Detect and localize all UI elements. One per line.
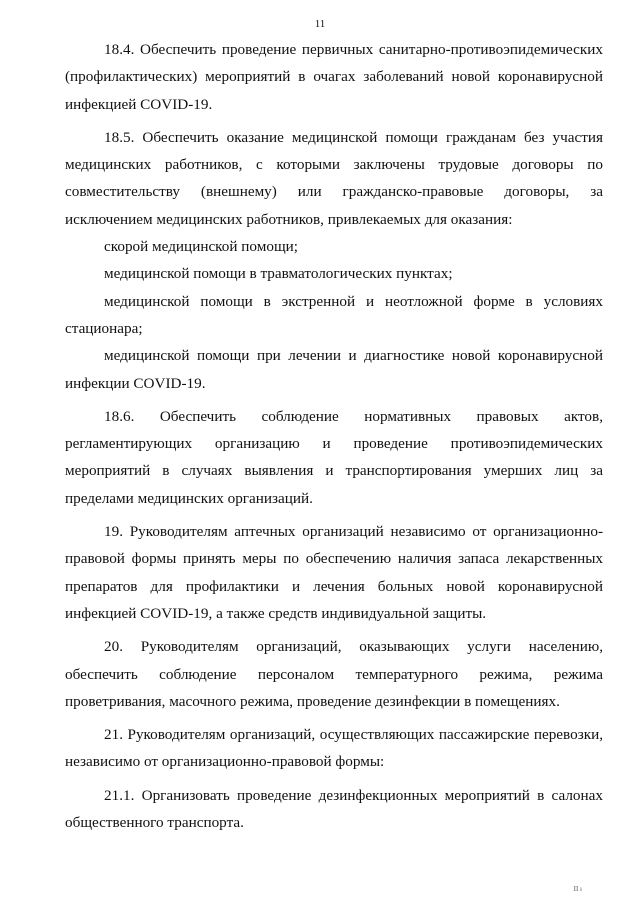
paragraph-21-1: 21.1. Организовать проведение дезинфекционных мероприятий в салонах общественного транспорта. [65, 786, 603, 832]
paragraph-18-6: 18.6. Обеспечить соблюдение нормативных правовых актов, регламентирующих организацию и проведение противоэпидемических мероприятий в случаях выявления и транспортирования умерших лиц за пределами медицинских организаций. [65, 407, 603, 507]
paragraph-18-5: 18.5. Обеспечить оказание медицинской помощи гражданам без участия медицинских работников, с которыми заключены трудовые договоры по совместительству (внешнему) или гражданско-правовые договоры, за исключением медицинских работников, привлекаемых для оказания: [65, 128, 603, 228]
paragraph-20: 20. Руководителям организаций, оказывающих услуги населению, обеспечить соблюдение персоналом температурного режима, режима проветривания, масочного режима, проведение дезинфекции в помещениях. [65, 638, 603, 710]
list-item-trauma: медицинской помощи в травматологических пунктах; [104, 265, 453, 283]
paragraph-19: 19. Руководителям аптечных организаций независимо от организационно-правовой формы принять меры по обеспечению наличия запаса лекарственных препаратов для профилактики и лечения больных новой коронавирусной инфекцией COVID-19, а также средств индивидуальной защиты. [65, 523, 603, 622]
list-item-emergency: медицинской помощи в экстренной и неотложной форме в условиях стационара; [65, 292, 603, 337]
list-item-covid-treatment: медицинской помощи при лечении и диагностике новой коронавирусной инфекции COVID-19. [65, 347, 603, 392]
list-item-ambulance: скорой медицинской помощи; [104, 238, 298, 256]
page-number: 11 [314, 18, 326, 30]
corner-mark: II ı [573, 885, 582, 893]
paragraph-18-4: 18.4. Обеспечить проведение первичных санитарно-противоэпидемических (профилактических) мероприятий в очагах заболеваний новой коронавирусной инфекцией COVID-19. [65, 41, 603, 113]
document-body [65, 36, 603, 842]
paragraph-21: 21. Руководителям организаций, осуществляющих пассажирские перевозки, независимо от организационно-правовой формы: [65, 726, 603, 771]
